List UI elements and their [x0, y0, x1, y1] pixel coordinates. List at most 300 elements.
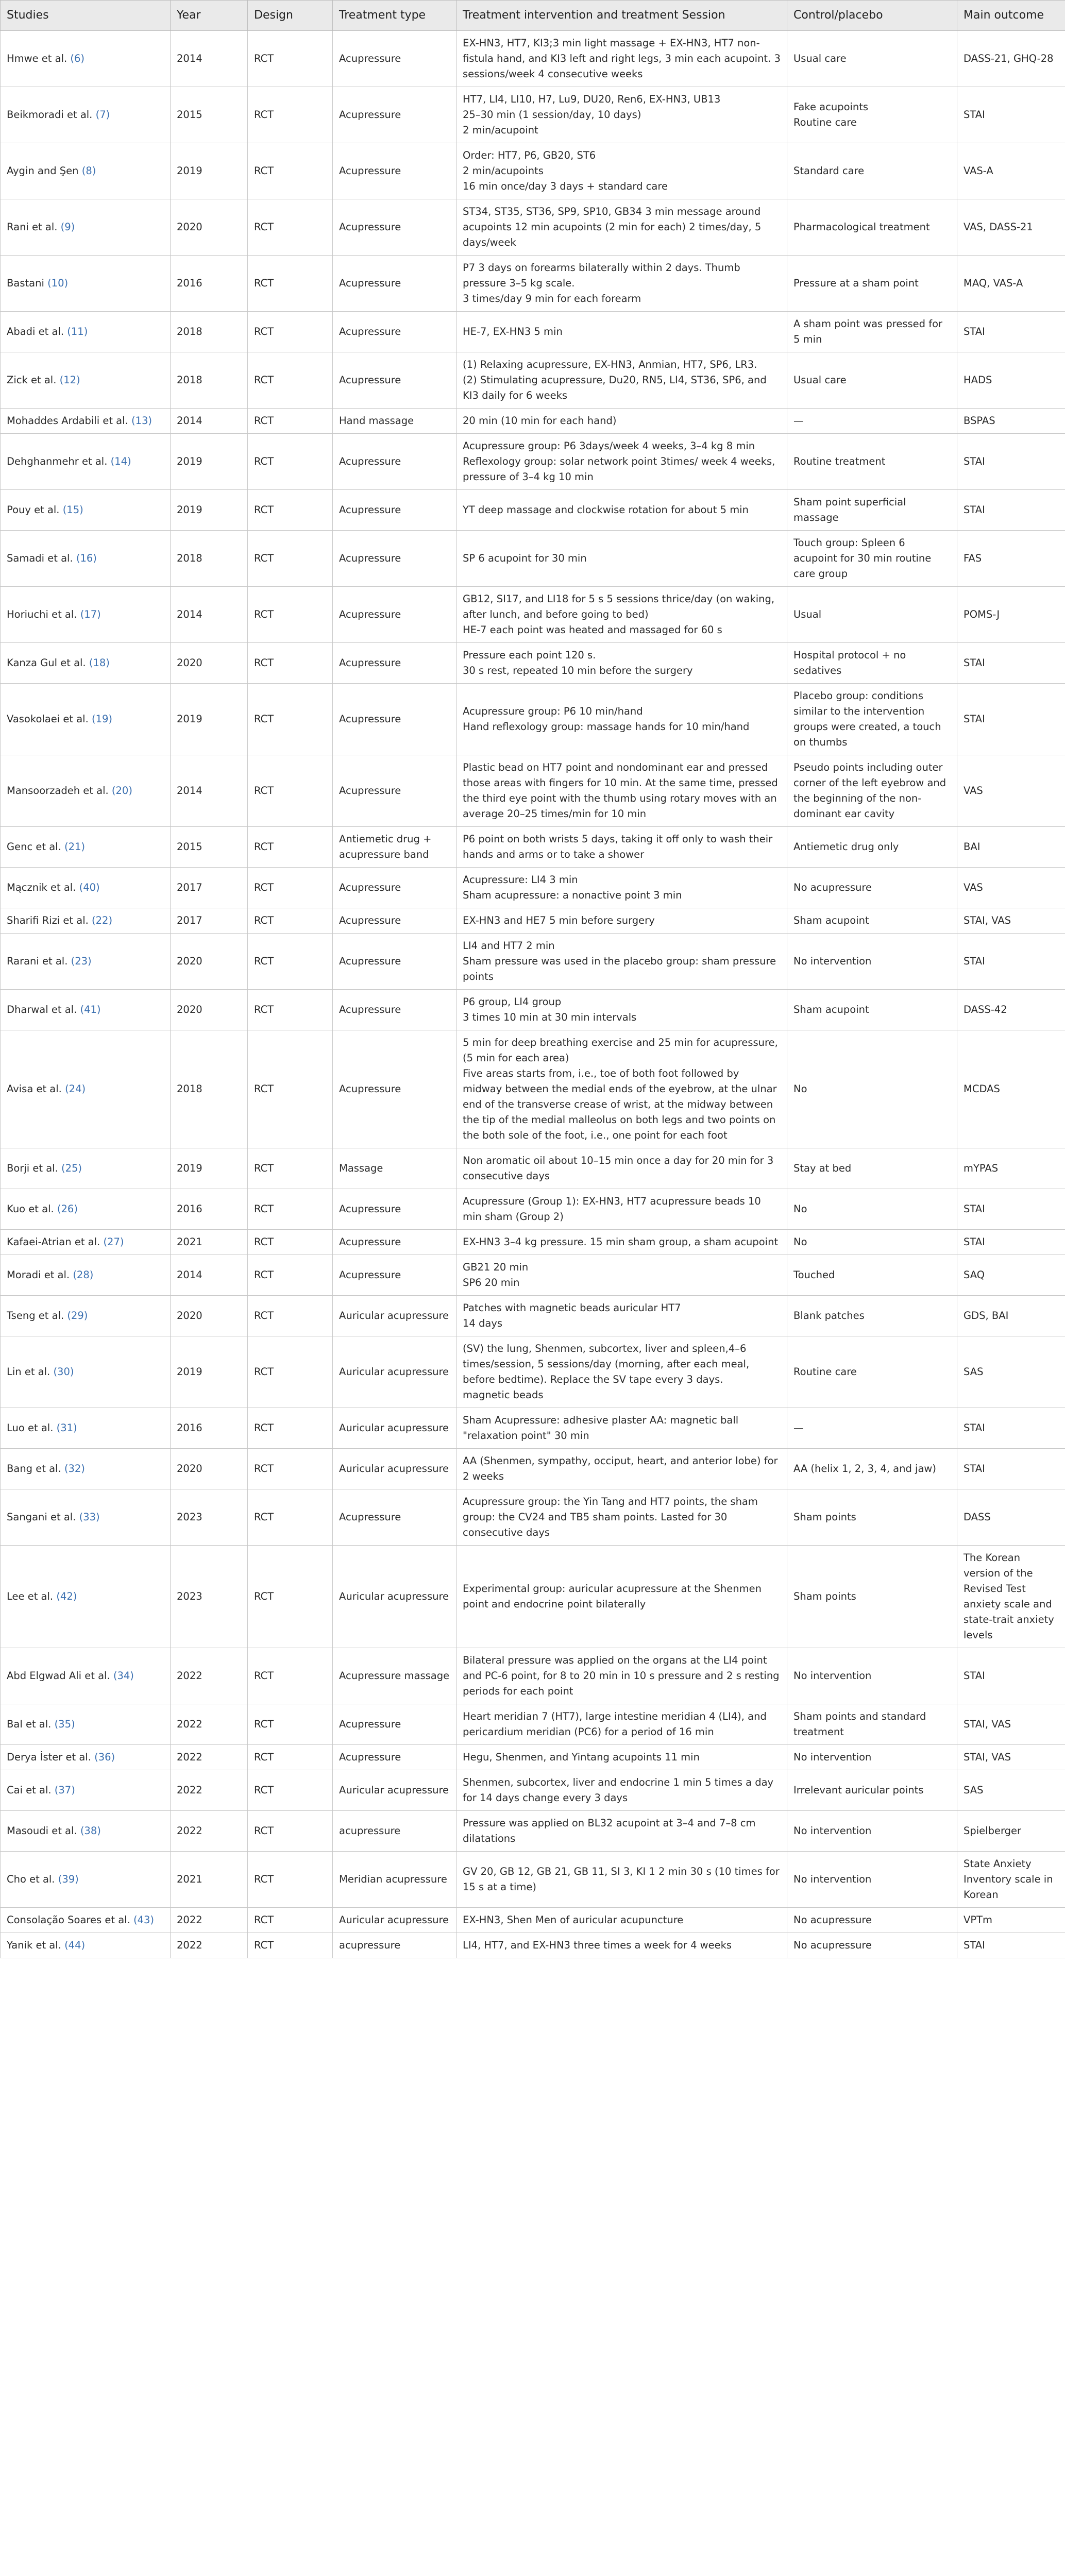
table-row — [1, 1704, 1065, 1745]
table-row — [1, 1296, 1065, 1336]
cell-design: RCT — [248, 256, 333, 312]
table-row — [1, 1336, 1065, 1408]
cell-outcome: SAS — [957, 1336, 1065, 1408]
cell-design: RCT — [248, 199, 333, 256]
cell-outcome: VAS — [957, 755, 1065, 827]
cell-control: Sham points and standard treatment — [787, 1704, 957, 1745]
cell-control: Usual care — [787, 352, 957, 409]
cell-design: RCT — [248, 1852, 333, 1908]
cell-year: 2019 — [171, 490, 248, 531]
cell-design: RCT — [248, 684, 333, 755]
cell-intervention: (SV) the lung, Shenmen, subcortex, liver and spleen,4–6 times/session, 5 sessions/day (morning, after each meal, before bedtime). Replace the SV tape every 3 days. magnetic beads — [457, 1336, 787, 1408]
cell-study — [1, 143, 171, 199]
reference-link[interactable]: (42) — [56, 1590, 77, 1602]
cell-treatment-type: Acupressure — [333, 1189, 457, 1230]
cell-treatment-type: Acupressure — [333, 1745, 457, 1770]
cell-outcome: DASS — [957, 1489, 1065, 1546]
table-row — [1, 868, 1065, 908]
study-name: Moradi et al. — [7, 1269, 70, 1281]
cell-design: RCT — [248, 1770, 333, 1811]
study-name: Zick et al. — [7, 374, 57, 386]
reference-link[interactable]: (11) — [67, 326, 88, 337]
cell-treatment-type: Acupressure — [333, 934, 457, 990]
cell-study — [1, 31, 171, 87]
cell-outcome: mYPAS — [957, 1148, 1065, 1189]
cell-year: 2018 — [171, 531, 248, 587]
cell-intervention: Plastic bead on HT7 point and nondominant ear and pressed those areas with fingers for 10 min. At the same time, pressed the third eye point with the thumb using rotary moves with an average 20–25 times/min for 10 min — [457, 755, 787, 827]
cell-control: Sham points — [787, 1489, 957, 1546]
reference-link[interactable]: (20) — [111, 785, 132, 796]
study-name: Hmwe et al. — [7, 53, 67, 64]
cell-control: No intervention — [787, 1648, 957, 1704]
reference-link[interactable]: (13) — [131, 415, 152, 427]
cell-design: RCT — [248, 990, 333, 1030]
col-header-outcome: Main outcome — [957, 1, 1065, 31]
cell-intervention: LI4, HT7, and EX-HN3 three times a week for 4 weeks — [457, 1933, 787, 1958]
cell-year: 2017 — [171, 908, 248, 934]
study-name: Samadi et al. — [7, 552, 73, 564]
cell-control: No — [787, 1189, 957, 1230]
cell-intervention: Acupressure group: the Yin Tang and HT7 points, the sham group: the CV24 and TB5 sham points. Lasted for 30 consecutive days — [457, 1489, 787, 1546]
table-row — [1, 1230, 1065, 1255]
cell-year: 2018 — [171, 312, 248, 352]
cell-outcome: GDS, BAI — [957, 1296, 1065, 1336]
cell-outcome: STAI — [957, 684, 1065, 755]
cell-treatment-type: acupressure — [333, 1933, 457, 1958]
table-row — [1, 1489, 1065, 1546]
cell-control: No — [787, 1030, 957, 1148]
table-row — [1, 1648, 1065, 1704]
table-row — [1, 531, 1065, 587]
cell-control: No intervention — [787, 1745, 957, 1770]
cell-outcome: STAI — [957, 934, 1065, 990]
cell-design: RCT — [248, 868, 333, 908]
cell-study — [1, 868, 171, 908]
study-name: Cai et al. — [7, 1784, 52, 1796]
cell-outcome: VAS — [957, 868, 1065, 908]
cell-design: RCT — [248, 1336, 333, 1408]
table-row — [1, 1148, 1065, 1189]
cell-study — [1, 1648, 171, 1704]
cell-study — [1, 434, 171, 490]
reference-link[interactable]: (36) — [94, 1751, 115, 1763]
cell-control: Standard care — [787, 143, 957, 199]
cell-outcome: STAI — [957, 1933, 1065, 1958]
cell-intervention: P6 group, LI4 group 3 times 10 min at 30 min intervals — [457, 990, 787, 1030]
study-name: Tseng et al. — [7, 1310, 64, 1321]
cell-outcome: STAI — [957, 643, 1065, 684]
cell-year: 2023 — [171, 1489, 248, 1546]
cell-intervention: GV 20, GB 12, GB 21, GB 11, SI 3, KI 1 2 min 30 s (10 times for 15 s at a time) — [457, 1852, 787, 1908]
cell-control: No acupressure — [787, 868, 957, 908]
cell-design: RCT — [248, 1648, 333, 1704]
cell-outcome: STAI — [957, 312, 1065, 352]
study-name: Kafaei-Atrian et al. — [7, 1236, 100, 1248]
cell-outcome: MCDAS — [957, 1030, 1065, 1148]
cell-study — [1, 352, 171, 409]
cell-outcome: STAI, VAS — [957, 908, 1065, 934]
cell-year: 2019 — [171, 143, 248, 199]
cell-treatment-type: Acupressure — [333, 1030, 457, 1148]
table-row — [1, 312, 1065, 352]
table-row — [1, 908, 1065, 934]
cell-treatment-type: Auricular acupressure — [333, 1408, 457, 1449]
cell-design: RCT — [248, 1030, 333, 1148]
cell-study — [1, 827, 171, 868]
cell-year: 2019 — [171, 434, 248, 490]
cell-treatment-type: Auricular acupressure — [333, 1546, 457, 1648]
cell-control: — — [787, 1408, 957, 1449]
table-row — [1, 1770, 1065, 1811]
reference-link[interactable]: (26) — [57, 1203, 78, 1215]
cell-outcome: DASS-42 — [957, 990, 1065, 1030]
cell-treatment-type: Antiemetic drug + acupressure band — [333, 827, 457, 868]
cell-treatment-type: Acupressure — [333, 143, 457, 199]
cell-year: 2020 — [171, 1296, 248, 1336]
cell-study — [1, 908, 171, 934]
table-row — [1, 1449, 1065, 1489]
cell-design: RCT — [248, 1449, 333, 1489]
table-row — [1, 1189, 1065, 1230]
cell-treatment-type: Acupressure — [333, 352, 457, 409]
cell-intervention: ST34, ST35, ST36, SP9, SP10, GB34 3 min message around acupoints 12 min acupoints (2 min for each) 2 times/day, 5 days/week — [457, 199, 787, 256]
cell-treatment-type: Acupressure — [333, 587, 457, 643]
cell-year: 2020 — [171, 199, 248, 256]
study-name: Abd Elgwad Ali et al. — [7, 1670, 110, 1682]
cell-design: RCT — [248, 312, 333, 352]
cell-control: — — [787, 409, 957, 434]
study-name: Bal et al. — [7, 1718, 52, 1730]
cell-control: Stay at bed — [787, 1148, 957, 1189]
study-name: Yanik et al. — [7, 1939, 61, 1951]
reference-link[interactable]: (14) — [110, 455, 131, 467]
cell-control: Hospital protocol + no sedatives — [787, 643, 957, 684]
reference-link[interactable]: (27) — [103, 1236, 124, 1248]
study-name: Bang et al. — [7, 1463, 61, 1475]
study-name: Rarani et al. — [7, 955, 68, 967]
table-row — [1, 1255, 1065, 1296]
cell-study — [1, 1148, 171, 1189]
cell-treatment-type: Acupressure — [333, 868, 457, 908]
table-row — [1, 352, 1065, 409]
reference-link[interactable]: (18) — [89, 657, 110, 669]
cell-control: No intervention — [787, 934, 957, 990]
cell-control: Sham point superficial massage — [787, 490, 957, 531]
cell-intervention: P7 3 days on forearms bilaterally within 2 days. Thumb pressure 3–5 kg scale. 3 times/day 9 min for each forearm — [457, 256, 787, 312]
table-row — [1, 755, 1065, 827]
study-name: Aygin and Şen — [7, 165, 79, 177]
cell-outcome: STAI — [957, 490, 1065, 531]
table-row — [1, 827, 1065, 868]
cell-outcome: STAI, VAS — [957, 1704, 1065, 1745]
study-name: Abadi et al. — [7, 326, 64, 337]
cell-treatment-type: Hand massage — [333, 409, 457, 434]
cell-year: 2022 — [171, 1933, 248, 1958]
reference-link[interactable]: (19) — [91, 713, 113, 725]
cell-outcome: STAI — [957, 1648, 1065, 1704]
cell-study — [1, 1408, 171, 1449]
cell-design: RCT — [248, 1189, 333, 1230]
cell-year: 2020 — [171, 990, 248, 1030]
study-name: Beikmoradi et al. — [7, 109, 93, 121]
reference-link[interactable]: (10) — [47, 277, 69, 289]
cell-outcome: HADS — [957, 352, 1065, 409]
reference-link[interactable]: (24) — [65, 1083, 86, 1095]
cell-outcome: STAI — [957, 1230, 1065, 1255]
reference-link[interactable]: (17) — [80, 608, 101, 620]
cell-year: 2022 — [171, 1908, 248, 1933]
cell-intervention: EX-HN3 and HE7 5 min before surgery — [457, 908, 787, 934]
cell-study — [1, 1230, 171, 1255]
cell-intervention: (1) Relaxing acupressure, EX-HN3, Anmian, HT7, SP6, LR3. (2) Stimulating acupressure, Du20, RN5, LI4, ST36, SP6, and KI3 daily for 6 weeks — [457, 352, 787, 409]
cell-outcome: The Korean version of the Revised Test anxiety scale and state-trait anxiety levels — [957, 1546, 1065, 1648]
cell-design: RCT — [248, 1296, 333, 1336]
cell-intervention: Acupressure (Group 1): EX-HN3, HT7 acupressure beads 10 min sham (Group 2) — [457, 1189, 787, 1230]
cell-outcome: POMS-J — [957, 587, 1065, 643]
cell-outcome: BAI — [957, 827, 1065, 868]
cell-treatment-type: Acupressure — [333, 531, 457, 587]
cell-treatment-type: Acupressure — [333, 256, 457, 312]
cell-study — [1, 587, 171, 643]
cell-design: RCT — [248, 1255, 333, 1296]
cell-intervention: Hegu, Shenmen, and Yintang acupoints 11 min — [457, 1745, 787, 1770]
table-row — [1, 87, 1065, 143]
reference-link[interactable]: (15) — [62, 504, 83, 516]
reference-link[interactable]: (25) — [61, 1162, 82, 1174]
reference-link[interactable]: (33) — [79, 1511, 100, 1523]
table-row — [1, 684, 1065, 755]
table-body — [1, 31, 1065, 1958]
cell-year: 2019 — [171, 1336, 248, 1408]
study-name: Derya İster et al. — [7, 1751, 91, 1763]
table-row — [1, 1408, 1065, 1449]
reference-link[interactable]: (8) — [81, 165, 96, 177]
cell-study — [1, 643, 171, 684]
cell-intervention: Patches with magnetic beads auricular HT7 14 days — [457, 1296, 787, 1336]
cell-treatment-type: Auricular acupressure — [333, 1770, 457, 1811]
cell-study — [1, 684, 171, 755]
cell-outcome: STAI — [957, 434, 1065, 490]
cell-treatment-type: Acupressure — [333, 434, 457, 490]
cell-control: Antiemetic drug only — [787, 827, 957, 868]
cell-control: AA (helix 1, 2, 3, 4, and jaw) — [787, 1449, 957, 1489]
reference-link[interactable]: (35) — [54, 1718, 75, 1730]
cell-intervention: HT7, LI4, LI10, H7, Lu9, DU20, Ren6, EX-HN3, UB13 25–30 min (1 session/day, 10 days) 2 min/acupoint — [457, 87, 787, 143]
cell-intervention: P6 point on both wrists 5 days, taking it off only to wash their hands and arms or to take a shower — [457, 827, 787, 868]
table-row — [1, 1745, 1065, 1770]
cell-control: Pressure at a sham point — [787, 256, 957, 312]
cell-design: RCT — [248, 1811, 333, 1852]
study-name: Genc et al. — [7, 841, 61, 853]
cell-intervention: Heart meridian 7 (HT7), large intestine meridian 4 (LI4), and pericardium meridian (PC6) for a period of 16 min — [457, 1704, 787, 1745]
reference-link[interactable]: (37) — [54, 1784, 75, 1796]
reference-link[interactable]: (38) — [80, 1825, 101, 1837]
cell-study — [1, 1255, 171, 1296]
cell-outcome: STAI — [957, 87, 1065, 143]
cell-treatment-type: Acupressure — [333, 312, 457, 352]
cell-intervention: GB21 20 min SP6 20 min — [457, 1255, 787, 1296]
study-name: Vasokolaei et al. — [7, 713, 89, 725]
cell-design: RCT — [248, 934, 333, 990]
study-name: Horiuchi et al. — [7, 608, 77, 620]
cell-study — [1, 1908, 171, 1933]
cell-study — [1, 409, 171, 434]
cell-year: 2020 — [171, 643, 248, 684]
cell-treatment-type: Acupressure — [333, 31, 457, 87]
cell-design: RCT — [248, 490, 333, 531]
cell-design: RCT — [248, 143, 333, 199]
cell-year: 2019 — [171, 684, 248, 755]
table-row — [1, 1908, 1065, 1933]
cell-year: 2018 — [171, 1030, 248, 1148]
col-header-year: Year — [171, 1, 248, 31]
cell-year: 2021 — [171, 1230, 248, 1255]
reference-link[interactable]: (29) — [67, 1310, 88, 1321]
cell-control: Fake acupoints Routine care — [787, 87, 957, 143]
cell-outcome: VAS-A — [957, 143, 1065, 199]
cell-treatment-type: Acupressure massage — [333, 1648, 457, 1704]
cell-intervention: LI4 and HT7 2 min Sham pressure was used in the placebo group: sham pressure points — [457, 934, 787, 990]
cell-design: RCT — [248, 352, 333, 409]
cell-design: RCT — [248, 1745, 333, 1770]
cell-design: RCT — [248, 1933, 333, 1958]
cell-study — [1, 755, 171, 827]
table-row — [1, 143, 1065, 199]
cell-design: RCT — [248, 1546, 333, 1648]
cell-study — [1, 1296, 171, 1336]
reference-link[interactable]: (31) — [56, 1422, 77, 1434]
cell-design: RCT — [248, 1489, 333, 1546]
cell-intervention: Acupressure group: P6 10 min/hand Hand reflexology group: massage hands for 10 min/hand — [457, 684, 787, 755]
cell-treatment-type: acupressure — [333, 1811, 457, 1852]
study-name: Kuo et al. — [7, 1203, 54, 1215]
cell-study — [1, 1852, 171, 1908]
table-row — [1, 31, 1065, 87]
cell-outcome: MAQ, VAS-A — [957, 256, 1065, 312]
reference-link[interactable]: (21) — [64, 841, 86, 853]
cell-design: RCT — [248, 31, 333, 87]
cell-intervention: EX-HN3, Shen Men of auricular acupuncture — [457, 1908, 787, 1933]
cell-study — [1, 1745, 171, 1770]
table-row — [1, 490, 1065, 531]
cell-study — [1, 1449, 171, 1489]
cell-treatment-type: Acupressure — [333, 908, 457, 934]
table-row — [1, 1811, 1065, 1852]
cell-treatment-type: Auricular acupressure — [333, 1336, 457, 1408]
cell-study — [1, 199, 171, 256]
cell-intervention: EX-HN3, HT7, KI3;3 min light massage + EX-HN3, HT7 non-fistula hand, and KI3 left and right legs, 3 min each acupoint. 3 sessions/week 4 consecutive weeks — [457, 31, 787, 87]
cell-year: 2014 — [171, 409, 248, 434]
table-row — [1, 434, 1065, 490]
reference-link[interactable]: (28) — [73, 1269, 94, 1281]
cell-control: No acupressure — [787, 1908, 957, 1933]
table-row — [1, 1030, 1065, 1148]
cell-design: RCT — [248, 531, 333, 587]
reference-link[interactable]: (44) — [64, 1939, 86, 1951]
cell-intervention: YT deep massage and clockwise rotation for about 5 min — [457, 490, 787, 531]
col-header-control: Control/placebo — [787, 1, 957, 31]
reference-link[interactable]: (7) — [95, 109, 110, 121]
cell-year: 2022 — [171, 1811, 248, 1852]
cell-intervention: Pressure each point 120 s. 30 s rest, repeated 10 min before the surgery — [457, 643, 787, 684]
cell-intervention: Order: HT7, P6, GB20, ST6 2 min/acupoints 16 min once/day 3 days + standard care — [457, 143, 787, 199]
cell-control: Placebo group: conditions similar to the intervention groups were created, a touch on thumbs — [787, 684, 957, 755]
cell-year: 2015 — [171, 87, 248, 143]
cell-design: RCT — [248, 1148, 333, 1189]
cell-year: 2016 — [171, 1189, 248, 1230]
study-name: Consolação Soares et al. — [7, 1914, 130, 1926]
reference-link[interactable]: (6) — [70, 53, 85, 64]
reference-link[interactable]: (41) — [80, 1004, 101, 1015]
reference-link[interactable]: (40) — [79, 882, 100, 893]
table-row — [1, 1852, 1065, 1908]
reference-link[interactable]: (34) — [113, 1670, 134, 1682]
study-name: Rani et al. — [7, 221, 58, 233]
reference-link[interactable]: (12) — [59, 374, 80, 386]
cell-outcome: State Anxiety Inventory scale in Korean — [957, 1852, 1065, 1908]
cell-study — [1, 1336, 171, 1408]
cell-treatment-type: Acupressure — [333, 990, 457, 1030]
reference-link[interactable]: (22) — [92, 914, 113, 926]
cell-treatment-type: Auricular acupressure — [333, 1449, 457, 1489]
cell-year: 2016 — [171, 256, 248, 312]
cell-outcome: STAI — [957, 1189, 1065, 1230]
cell-treatment-type: Acupressure — [333, 87, 457, 143]
cell-control: No acupressure — [787, 1933, 957, 1958]
cell-intervention: 5 min for deep breathing exercise and 25 min for acupressure, (5 min for each area) Five areas starts from, i.e., toe of both foot followed by midway between the medial ends of the eyebrow, at the ulnar end of the transverse crease of wrist, at the midway between the tip of the medial malleolus on both legs and two points on the both sole of the foot, i.e., one point for each foot — [457, 1030, 787, 1148]
cell-control: A sham point was pressed for 5 min — [787, 312, 957, 352]
cell-design: RCT — [248, 434, 333, 490]
cell-intervention: Acupressure: LI4 3 min Sham acupressure: a nonactive point 3 min — [457, 868, 787, 908]
cell-control: Pseudo points including outer corner of the left eyebrow and the beginning of the non-dominant ear cavity — [787, 755, 957, 827]
study-name: Dharwal et al. — [7, 1004, 77, 1015]
cell-design: RCT — [248, 755, 333, 827]
cell-outcome: STAI — [957, 1449, 1065, 1489]
cell-study — [1, 1933, 171, 1958]
reference-link[interactable]: (9) — [60, 221, 75, 233]
cell-year: 2016 — [171, 1408, 248, 1449]
cell-study — [1, 256, 171, 312]
study-name: Sangani et al. — [7, 1511, 76, 1523]
table-row — [1, 934, 1065, 990]
reference-link[interactable]: (30) — [53, 1366, 74, 1378]
cell-treatment-type: Acupressure — [333, 1489, 457, 1546]
cell-year: 2014 — [171, 1255, 248, 1296]
cell-control: No intervention — [787, 1852, 957, 1908]
col-header-intervention: Treatment intervention and treatment Session — [457, 1, 787, 31]
cell-control: Routine treatment — [787, 434, 957, 490]
reference-link[interactable]: (16) — [76, 552, 97, 564]
col-header-studies: Studies — [1, 1, 171, 31]
reference-link[interactable]: (39) — [58, 1873, 79, 1885]
table-row — [1, 1546, 1065, 1648]
cell-outcome: Spielberger — [957, 1811, 1065, 1852]
cell-intervention: EX-HN3 3–4 kg pressure. 15 min sham group, a sham acupoint — [457, 1230, 787, 1255]
study-name: Cho et al. — [7, 1873, 55, 1885]
table-row — [1, 409, 1065, 434]
reference-link[interactable]: (32) — [64, 1463, 85, 1475]
cell-intervention: SP 6 acupoint for 30 min — [457, 531, 787, 587]
cell-outcome: VPTm — [957, 1908, 1065, 1933]
cell-outcome: STAI, VAS — [957, 1745, 1065, 1770]
cell-control: Touched — [787, 1255, 957, 1296]
reference-link[interactable]: (23) — [71, 955, 92, 967]
reference-link[interactable]: (43) — [133, 1914, 155, 1926]
cell-study — [1, 1030, 171, 1148]
cell-intervention: Pressure was applied on BL32 acupoint at 3–4 and 7–8 cm dilatations — [457, 1811, 787, 1852]
cell-year: 2022 — [171, 1648, 248, 1704]
table-row — [1, 1933, 1065, 1958]
